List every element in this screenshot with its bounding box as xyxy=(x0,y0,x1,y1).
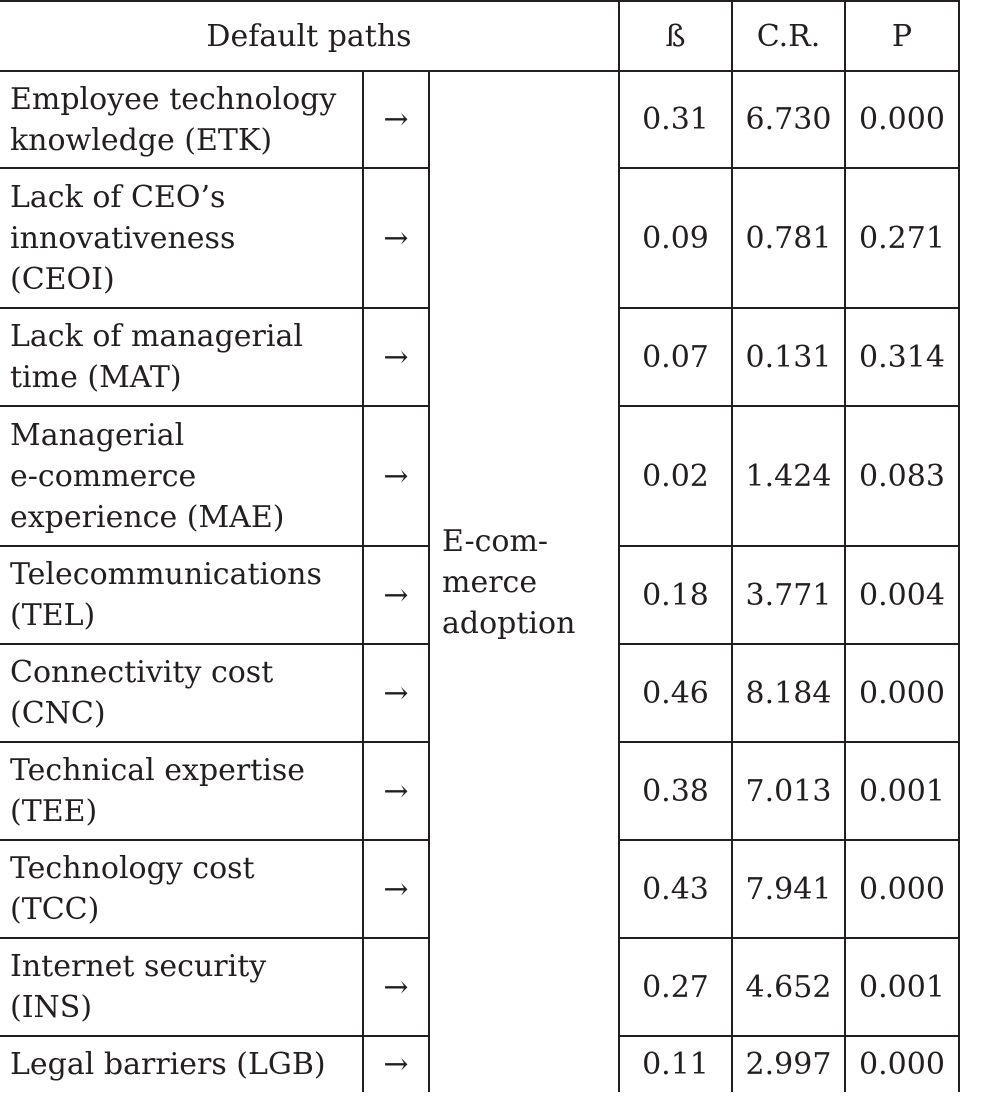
table-body xyxy=(0,71,959,1092)
p-value: 0.271 xyxy=(845,168,959,308)
right-arrow-icon: → xyxy=(363,168,429,308)
p-value: 0.000 xyxy=(845,71,959,168)
path-source-label: Technical expertise (TEE) xyxy=(0,742,363,840)
p-value: 0.000 xyxy=(845,644,959,742)
p-value: 0.083 xyxy=(845,406,959,546)
cr-header: C.R. xyxy=(732,1,845,71)
cr-value: 0.781 xyxy=(732,168,845,308)
cr-value: 7.941 xyxy=(732,840,845,938)
right-arrow-icon: → xyxy=(363,308,429,406)
beta-value: 0.27 xyxy=(619,938,732,1036)
p-value: 0.000 xyxy=(845,840,959,938)
right-arrow-icon: → xyxy=(363,742,429,840)
p-value: 0.004 xyxy=(845,546,959,644)
path-source-label: Technology cost (TCC) xyxy=(0,840,363,938)
beta-value: 0.02 xyxy=(619,406,732,546)
right-arrow-icon: → xyxy=(363,644,429,742)
right-arrow-icon: → xyxy=(363,546,429,644)
cr-value: 0.131 xyxy=(732,308,845,406)
beta-value: 0.07 xyxy=(619,308,732,406)
beta-header: ß xyxy=(619,1,732,71)
path-source-label: Telecommunications (TEL) xyxy=(0,546,363,644)
p-value: 0.314 xyxy=(845,308,959,406)
right-arrow-icon: → xyxy=(363,938,429,1036)
beta-value: 0.31 xyxy=(619,71,732,168)
cr-value: 4.652 xyxy=(732,938,845,1036)
cr-value: 3.771 xyxy=(732,546,845,644)
right-arrow-icon: → xyxy=(363,406,429,546)
right-arrow-icon: → xyxy=(363,71,429,168)
path-source-label: Legal barriers (LGB) xyxy=(0,1036,363,1092)
default-paths-header: Default paths xyxy=(0,1,619,71)
path-target-label: E-com- merce adoption xyxy=(429,71,619,1092)
header-row xyxy=(0,1,959,71)
p-value: 0.001 xyxy=(845,742,959,840)
beta-value: 0.46 xyxy=(619,644,732,742)
p-header: P xyxy=(845,1,959,71)
path-source-label: Lack of managerial time (MAT) xyxy=(0,308,363,406)
path-source-label: Connectivity cost (CNC) xyxy=(0,644,363,742)
beta-value: 0.43 xyxy=(619,840,732,938)
right-arrow-icon: → xyxy=(363,1036,429,1092)
path-source-label: Internet security (INS) xyxy=(0,938,363,1036)
cr-value: 7.013 xyxy=(732,742,845,840)
cr-value: 8.184 xyxy=(732,644,845,742)
right-arrow-icon: → xyxy=(363,840,429,938)
path-source-label: Employee technology knowledge (ETK) xyxy=(0,71,363,168)
beta-value: 0.11 xyxy=(619,1036,732,1092)
beta-value: 0.38 xyxy=(619,742,732,840)
cr-value: 1.424 xyxy=(732,406,845,546)
p-value: 0.001 xyxy=(845,938,959,1036)
table-row xyxy=(0,71,959,168)
cr-value: 2.997 xyxy=(732,1036,845,1092)
path-source-label: Lack of CEO’s innovativeness (CEOI) xyxy=(0,168,363,308)
beta-value: 0.18 xyxy=(619,546,732,644)
p-value: 0.000 xyxy=(845,1036,959,1092)
cr-value: 6.730 xyxy=(732,71,845,168)
path-source-label: Managerial e-commerce experience (MAE) xyxy=(0,406,363,546)
beta-value: 0.09 xyxy=(619,168,732,308)
